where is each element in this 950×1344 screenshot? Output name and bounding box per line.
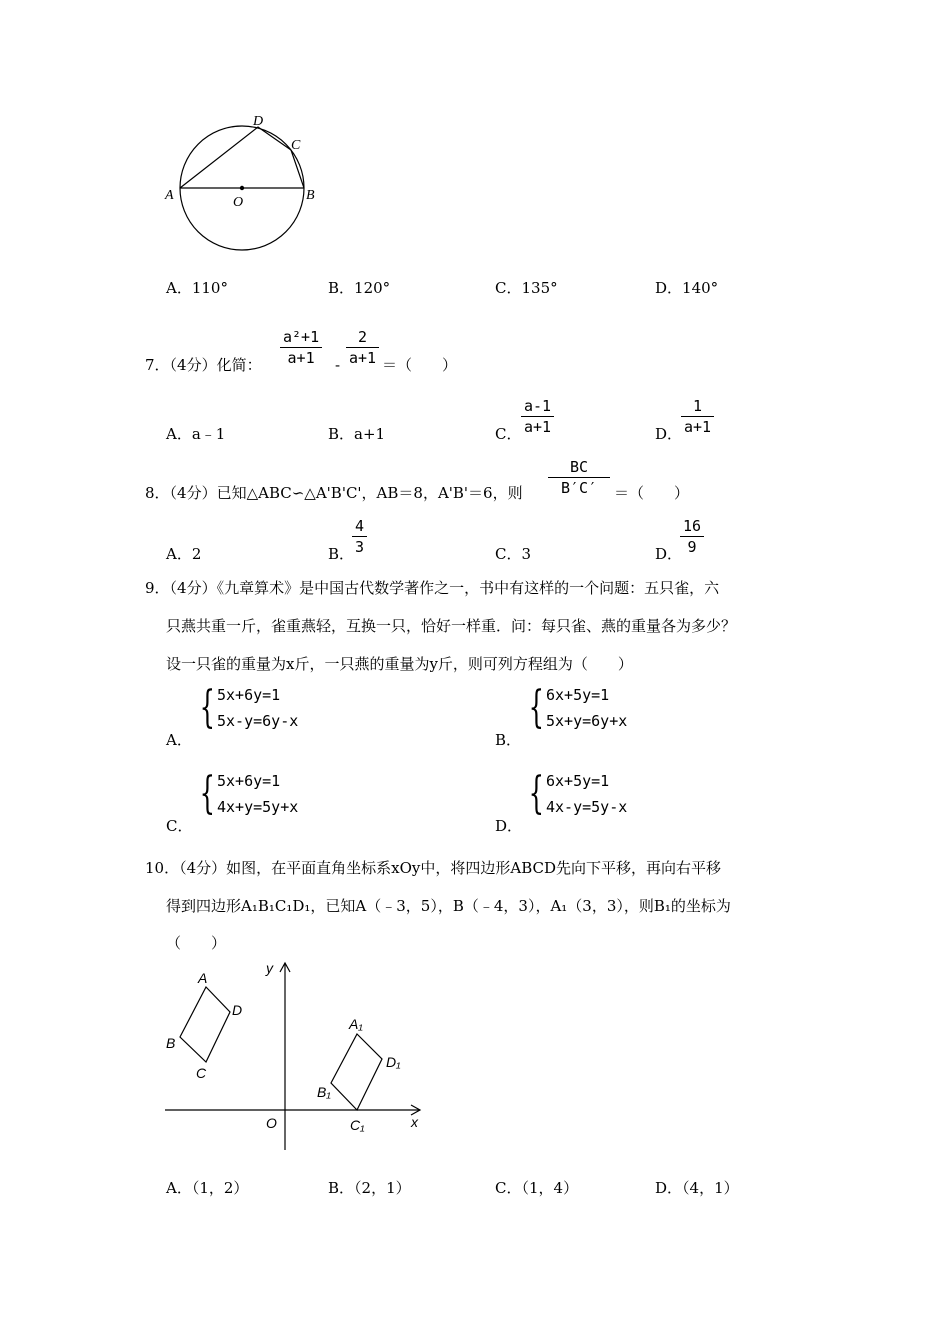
q9-stem-line1: 9．（4分）《九章算术》是中国古代数学著作之一，书中有这样的一个问题：五只雀，六 (145, 579, 720, 597)
label-a: A (165, 188, 174, 203)
q9-option-c-label[interactable]: C． (166, 817, 193, 835)
q7-optd-numerator: 1 (681, 396, 714, 417)
q7-optc-denominator: a+1 (524, 418, 552, 436)
q8-option-b-fraction (352, 516, 367, 557)
label-a: A (198, 970, 208, 986)
q7-optc-numerator: a-1 (521, 396, 554, 417)
q7-stem-prefix: 7．（4分）化简： (145, 356, 262, 374)
q8-optd-denominator: 9 (687, 538, 697, 556)
q10-stem-line2: 得到四边形A₁B₁C₁D₁，已知A（﹣3，5），B（﹣4，3），A₁（3，3），则B₁的坐标为 (166, 897, 731, 915)
label-d1: D₁ (386, 1054, 401, 1070)
q7-frac2-denominator: a+1 (349, 349, 377, 367)
q9-option-b-label[interactable]: B． (495, 731, 522, 749)
q8-frac-numerator: BC (548, 457, 610, 478)
q7-frac2-numerator: 2 (346, 327, 379, 348)
label-y: y (266, 960, 273, 976)
q8-optb-denominator: 3 (355, 538, 365, 556)
label-o: O (233, 195, 244, 210)
q10-option-c[interactable]: C．（1，4） (495, 1179, 579, 1197)
label-b1: B₁ (317, 1084, 331, 1100)
q7-fraction-1 (280, 327, 322, 368)
q7-fraction-2 (346, 327, 379, 368)
q6-option-b[interactable]: B．120° (328, 279, 391, 297)
q10-stem-line1: 10．（4分）如图，在平面直角坐标系xOy中，将四边形ABCD先向下平移，再向右平移 (145, 859, 722, 877)
quad-a1b1c1d1 (331, 1034, 382, 1110)
label-o: O (266, 1115, 277, 1131)
q9-opta-eq2: 5x-y=6y-x (217, 712, 299, 730)
label-a1: A₁ (349, 1016, 363, 1032)
q9-option-d-label[interactable]: D． (495, 817, 523, 835)
q7-option-d-fraction (681, 396, 714, 437)
q9-option-c-system (187, 768, 298, 820)
q9-stem-line3: 设一只雀的重量为x斤，一只燕的重量为y斤，则可列方程组为（ ） (166, 655, 633, 673)
quad-abcd (180, 987, 230, 1062)
q8-fraction (548, 457, 610, 498)
brace-icon: { (199, 768, 215, 819)
label-c: C (291, 138, 301, 153)
label-b: B (166, 1035, 176, 1051)
q7-stem-suffix: ＝（ ） (382, 356, 458, 374)
q10-stem-line3: （ ） (166, 934, 227, 952)
label-c1: C₁ (350, 1117, 365, 1133)
q7-minus-sign: - (335, 356, 341, 374)
q9-optc-eq1: 5x+6y=1 (217, 772, 281, 790)
q7-option-b[interactable]: B．a+1 (328, 425, 386, 443)
q8-option-d-label[interactable]: D． (655, 545, 683, 563)
q9-opta-eq1: 5x+6y=1 (217, 686, 281, 704)
brace-icon: { (199, 682, 215, 733)
q6-option-a[interactable]: A．110° (166, 279, 228, 297)
q6-option-d[interactable]: D．140° (655, 279, 719, 297)
q8-option-c[interactable]: C．3 (495, 545, 532, 563)
q6-option-c[interactable]: C．135° (495, 279, 558, 297)
q8-frac-denominator: B′C′ (560, 479, 598, 497)
chord-adcb (180, 127, 304, 188)
q7-option-a[interactable]: A．a﹣1 (166, 425, 226, 443)
q9-option-a-label[interactable]: A． (166, 731, 192, 749)
q9-optc-eq2: 4x+y=5y+x (217, 798, 299, 816)
q8-optb-numerator: 4 (352, 516, 367, 537)
q9-option-b-system (516, 682, 627, 734)
label-d: D (232, 1002, 243, 1018)
q8-optd-numerator: 16 (680, 516, 704, 537)
q9-option-a-system (187, 682, 298, 734)
circle-figure (160, 108, 330, 263)
q7-optd-denominator: a+1 (684, 418, 712, 436)
q9-optb-eq1: 6x+5y=1 (546, 686, 610, 704)
q9-optd-eq1: 6x+5y=1 (546, 772, 610, 790)
center-point (240, 186, 244, 190)
coordinate-figure (160, 955, 430, 1155)
q8-option-d-fraction (680, 516, 704, 557)
brace-icon: { (528, 768, 544, 819)
q10-option-b[interactable]: B．（2，1） (328, 1179, 411, 1197)
q8-stem-suffix: ＝（ ） (614, 484, 690, 502)
q9-option-d-system (516, 768, 627, 820)
q8-option-b-label[interactable]: B． (328, 545, 355, 563)
q9-stem-line2: 只燕共重一斤，雀重燕轻，互换一只，恰好一样重．问：每只雀、燕的重量各为多少？ (166, 617, 737, 635)
label-d: D (253, 114, 264, 129)
q8-stem-prefix: 8．（4分）已知△ABC∽△A'B'C'，AB＝8，A'B'＝6，则 (145, 484, 523, 502)
q7-option-c-label[interactable]: C． (495, 425, 522, 443)
brace-icon: { (528, 682, 544, 733)
q7-option-c-fraction (521, 396, 554, 437)
q8-option-a[interactable]: A．2 (166, 545, 202, 563)
q9-optd-eq2: 4x-y=5y-x (546, 798, 628, 816)
q7-option-d-label[interactable]: D． (655, 425, 683, 443)
q7-frac1-numerator: a²+1 (280, 327, 322, 348)
q10-option-a[interactable]: A．（1，2） (166, 1179, 249, 1197)
q7-frac1-denominator: a+1 (287, 349, 315, 367)
q10-option-d[interactable]: D．（4，1） (655, 1179, 739, 1197)
label-c: C (196, 1065, 207, 1081)
q9-optb-eq2: 5x+y=6y+x (546, 712, 628, 730)
label-x: x (411, 1114, 418, 1130)
label-b: B (306, 188, 315, 203)
